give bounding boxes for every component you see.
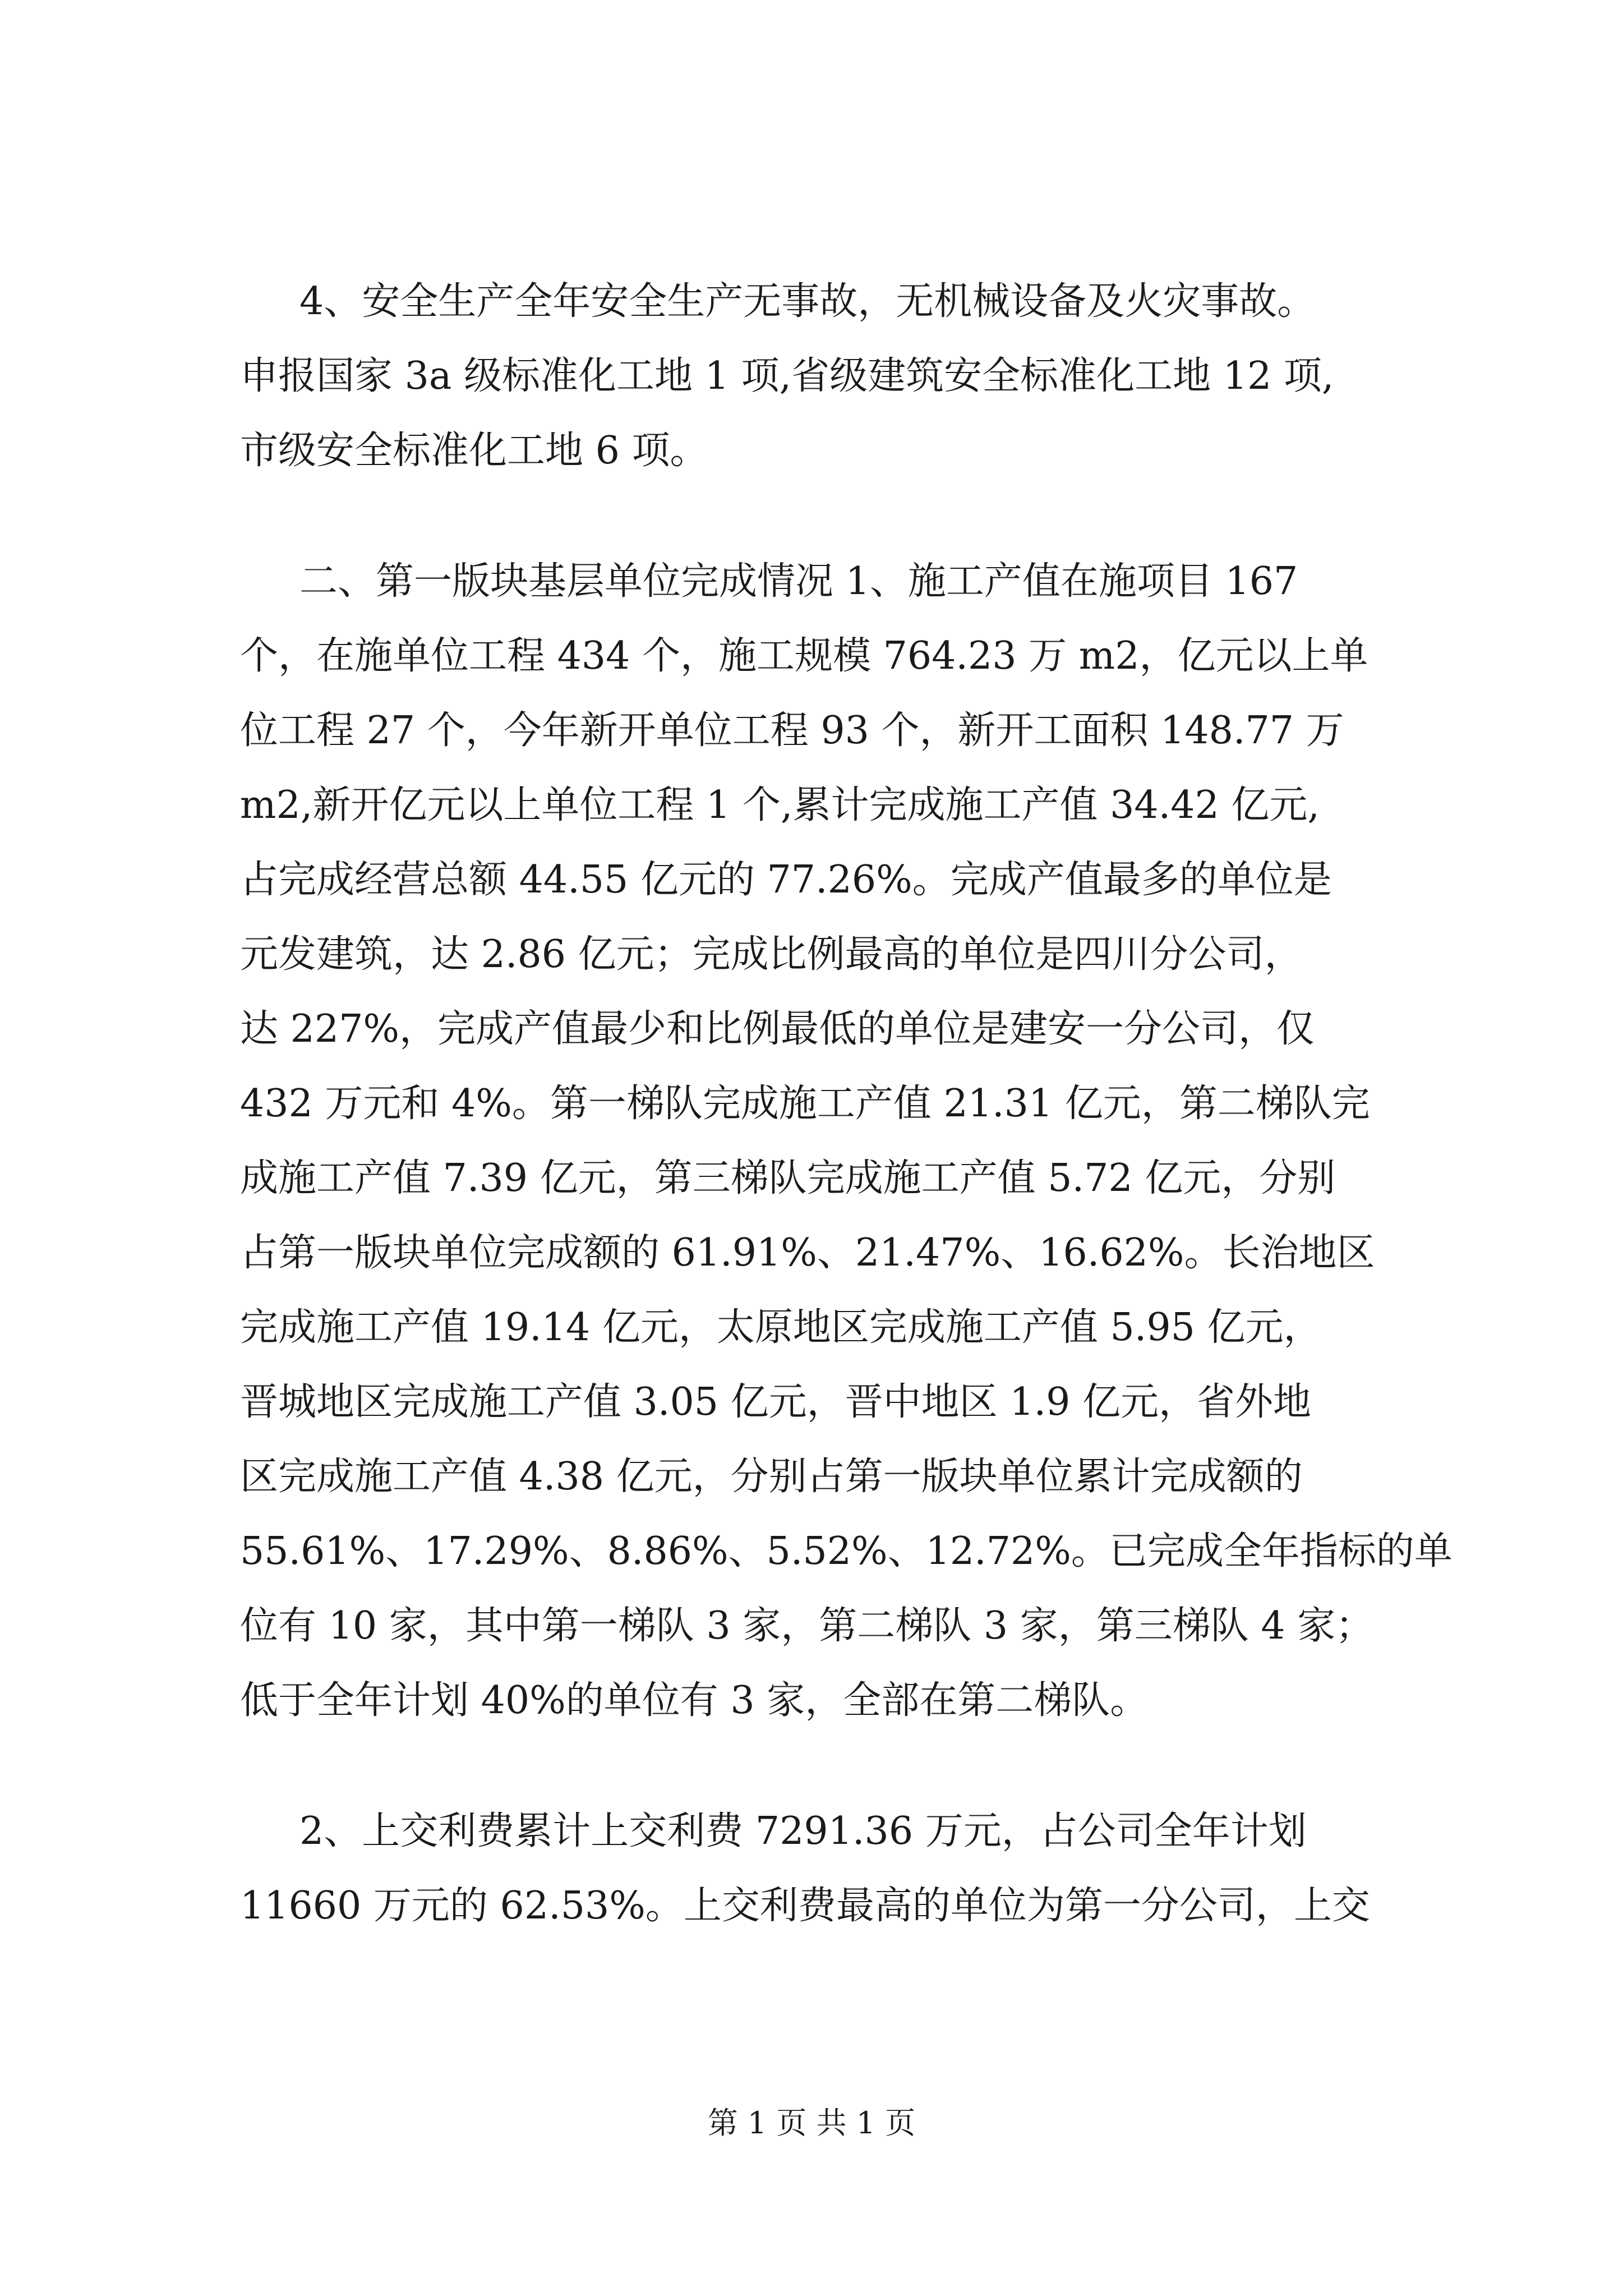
paragraph-line: 55.61%、17.29%、8.86%、5.52%、12.72%。已完成全年指标的单	[240, 1529, 1453, 1573]
paragraph-line: 元发建筑，达 2.86 亿元；完成比例最高的单位是四川分公司，	[240, 932, 1303, 977]
paragraph-line: 位有 10 家，其中第一梯队 3 家，第二梯队 3 家，第三梯队 4 家；	[240, 1604, 1374, 1648]
paragraph-line: 完成施工产值 19.14 亿元，太原地区完成施工产值 5.95 亿元，	[240, 1305, 1322, 1350]
paragraph-line: m2,新开亿元以上单位工程 1 个,累计完成施工产值 34.42 亿元,	[240, 783, 1320, 827]
paragraph-line: 2、上交利费累计上交利费 7291.36 万元，占公司全年计划	[299, 1809, 1307, 1853]
paragraph-line: 4、安全生产全年安全生产无事故，无机械设备及火灾事故。	[299, 279, 1316, 324]
paragraph-line: 11660 万元的 62.53%。上交利费最高的单位为第一分公司，上交	[240, 1884, 1370, 1928]
paragraph-line: 个，在施单位工程 434 个，施工规模 764.23 万 m2，亿元以上单	[240, 634, 1368, 678]
paragraph-line: 晋城地区完成施工产值 3.05 亿元，晋中地区 1.9 亿元，省外地	[240, 1380, 1312, 1424]
paragraph-line: 申报国家 3a 级标准化工地 1 项,省级建筑安全标准化工地 12 项,	[240, 354, 1334, 398]
paragraph-line: 位工程 27 个，今年新开单位工程 93 个，新开工面积 148.77 万	[240, 708, 1344, 753]
paragraph-line: 区完成施工产值 4.38 亿元，分别占第一版块单位累计完成额的	[240, 1455, 1303, 1499]
page-footer: 第 1 页 共 1 页	[707, 2105, 916, 2141]
paragraph-line: 市级安全标准化工地 6 项。	[240, 429, 708, 473]
paragraph-line: 432 万元和 4%。第一梯队完成施工产值 21.31 亿元，第二梯队完	[240, 1082, 1370, 1126]
paragraph-line: 低于全年计划 40%的单位有 3 家，全部在第二梯队。	[240, 1678, 1149, 1723]
paragraph-line: 成施工产值 7.39 亿元，第三梯队完成施工产值 5.72 亿元，分别	[240, 1156, 1336, 1200]
paragraph-line: 占第一版块单位完成额的 61.91%、21.47%、16.62%。长治地区	[240, 1231, 1375, 1275]
paragraph-line: 达 227%，完成产值最少和比例最低的单位是建安一分公司，仅	[240, 1007, 1315, 1051]
paragraph-line: 占完成经营总额 44.55 亿元的 77.26%。完成产值最多的单位是	[240, 858, 1332, 902]
paragraph-line: 二、第一版块基层单位完成情况 1、施工产值在施项目 167	[299, 559, 1298, 604]
